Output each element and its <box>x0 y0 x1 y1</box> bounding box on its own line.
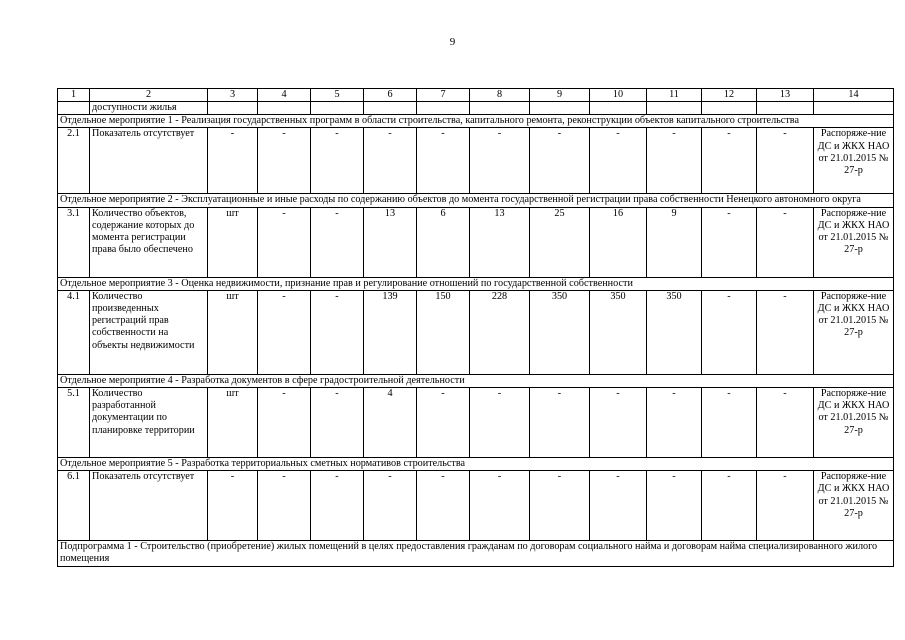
indicator-value: - <box>470 471 530 541</box>
indicator-value: - <box>311 207 364 277</box>
indicator-value: 139 <box>364 290 417 374</box>
indicator-value: - <box>311 471 364 541</box>
indicator-source: Распоряже-ние ДС и ЖКХ НАО от 21.01.2015 № 27-р <box>814 207 894 277</box>
indicator-value: - <box>757 471 814 541</box>
subprogram-title-row <box>58 541 894 566</box>
column-header: 5 <box>311 89 364 102</box>
indicator-value: - <box>417 388 470 458</box>
indicator-value: 150 <box>417 290 470 374</box>
section-title: Отдельное мероприятие 4 - Разработка документов в сфере градостроительной деятельности <box>58 374 894 387</box>
indicator-value: - <box>757 290 814 374</box>
indicator-value: - <box>417 471 470 541</box>
indicator-number: 2.1 <box>58 128 90 194</box>
section-title: Отдельное мероприятие 2 - Эксплуатационные и иные расходы по содержанию объектов до момента государственной регистрации права собственности Ненецкого автономного округа <box>58 194 894 207</box>
indicator-value: - <box>702 290 757 374</box>
indicator-value: 350 <box>647 290 702 374</box>
indicator-value: - <box>530 471 590 541</box>
indicator-value: - <box>590 388 647 458</box>
column-header: 4 <box>258 89 311 102</box>
indicator-row <box>58 128 894 194</box>
indicator-unit: шт <box>208 388 258 458</box>
indicator-source: Распоряже-ние ДС и ЖКХ НАО от 21.01.2015 № 27-р <box>814 388 894 458</box>
indicator-source: Распоряже-ние ДС и ЖКХ НАО от 21.01.2015 № 27-р <box>814 471 894 541</box>
indicator-value: - <box>590 471 647 541</box>
page-number: 9 <box>449 36 456 48</box>
indicator-value: - <box>647 388 702 458</box>
column-header: 14 <box>814 89 894 102</box>
indicator-value: 25 <box>530 207 590 277</box>
continuation-text: доступности жилья <box>90 102 208 115</box>
subprogram-title: Подпрограмма 1 - Строительство (приобретение) жилых помещений в целях предоставления гражданам по договорам социального найма и договорам найма специализированного жилого помещения <box>58 541 894 566</box>
indicator-value: - <box>647 471 702 541</box>
column-header: 13 <box>757 89 814 102</box>
indicator-value: - <box>364 128 417 194</box>
indicator-value: - <box>258 471 311 541</box>
indicator-value: - <box>530 128 590 194</box>
indicator-value: - <box>530 388 590 458</box>
indicator-number: 3.1 <box>58 207 90 277</box>
column-header: 12 <box>702 89 757 102</box>
table-header-row <box>58 89 894 102</box>
column-header: 1 <box>58 89 90 102</box>
column-header: 9 <box>530 89 590 102</box>
indicator-value: - <box>702 471 757 541</box>
indicator-value: - <box>757 207 814 277</box>
indicator-unit: шт <box>208 207 258 277</box>
indicator-value: - <box>590 128 647 194</box>
indicators-table <box>57 88 894 567</box>
indicator-unit: - <box>208 128 258 194</box>
indicator-value: 228 <box>470 290 530 374</box>
indicator-source: Распоряже-ние ДС и ЖКХ НАО от 21.01.2015 № 27-р <box>814 290 894 374</box>
indicator-value: - <box>647 128 702 194</box>
section-title-row <box>58 277 894 290</box>
column-header: 10 <box>590 89 647 102</box>
column-header: 8 <box>470 89 530 102</box>
column-header: 6 <box>364 89 417 102</box>
indicator-unit: - <box>208 471 258 541</box>
indicator-value: - <box>311 128 364 194</box>
indicator-value: - <box>757 388 814 458</box>
indicator-value: - <box>258 290 311 374</box>
indicator-value: 6 <box>417 207 470 277</box>
indicator-value: - <box>258 388 311 458</box>
indicator-value: - <box>470 128 530 194</box>
indicator-row <box>58 388 894 458</box>
indicator-value: - <box>702 128 757 194</box>
indicator-name: Показатель отсутствует <box>90 128 208 194</box>
indicator-name: Показатель отсутствует <box>90 471 208 541</box>
section-title-row <box>58 458 894 471</box>
indicator-value: - <box>364 471 417 541</box>
column-header: 11 <box>647 89 702 102</box>
indicator-number: 5.1 <box>58 388 90 458</box>
indicator-value: - <box>757 128 814 194</box>
indicator-value: - <box>417 128 470 194</box>
indicator-number: 4.1 <box>58 290 90 374</box>
indicator-value: 16 <box>590 207 647 277</box>
section-title-row <box>58 374 894 387</box>
indicator-value: 350 <box>530 290 590 374</box>
indicator-row <box>58 471 894 541</box>
continuation-row <box>58 102 894 115</box>
indicator-value: - <box>311 290 364 374</box>
indicator-unit: шт <box>208 290 258 374</box>
indicator-value: 350 <box>590 290 647 374</box>
indicator-name: Количество объектов, содержание которых до момента регистрации права было обеспечено <box>90 207 208 277</box>
indicator-value: - <box>470 388 530 458</box>
column-header: 3 <box>208 89 258 102</box>
indicator-row <box>58 290 894 374</box>
indicator-name: Количество разработанной документации по планировке территории <box>90 388 208 458</box>
indicator-value: 4 <box>364 388 417 458</box>
indicator-value: - <box>258 128 311 194</box>
indicator-value: - <box>702 388 757 458</box>
section-title-row <box>58 194 894 207</box>
indicator-value: - <box>258 207 311 277</box>
indicator-row <box>58 207 894 277</box>
indicator-source: Распоряже-ние ДС и ЖКХ НАО от 21.01.2015 № 27-р <box>814 128 894 194</box>
indicator-value: 9 <box>647 207 702 277</box>
section-title-row <box>58 115 894 128</box>
section-title: Отдельное мероприятие 1 - Реализация государственных программ в области строительства, капитального ремонта, реконструкции объектов капитального строительства <box>58 115 894 128</box>
indicator-value: 13 <box>364 207 417 277</box>
indicator-name: Количество произведенных регистраций прав собственности на объекты недвижимости <box>90 290 208 374</box>
indicator-value: 13 <box>470 207 530 277</box>
column-header: 2 <box>90 89 208 102</box>
indicator-value: - <box>311 388 364 458</box>
section-title: Отдельное мероприятие 5 - Разработка территориальных сметных нормативов строительства <box>58 458 894 471</box>
section-title: Отдельное мероприятие 3 - Оценка недвижимости, признание прав и регулирование отношений по государственной собственности <box>58 277 894 290</box>
column-header: 7 <box>417 89 470 102</box>
indicator-value: - <box>702 207 757 277</box>
indicator-number: 6.1 <box>58 471 90 541</box>
